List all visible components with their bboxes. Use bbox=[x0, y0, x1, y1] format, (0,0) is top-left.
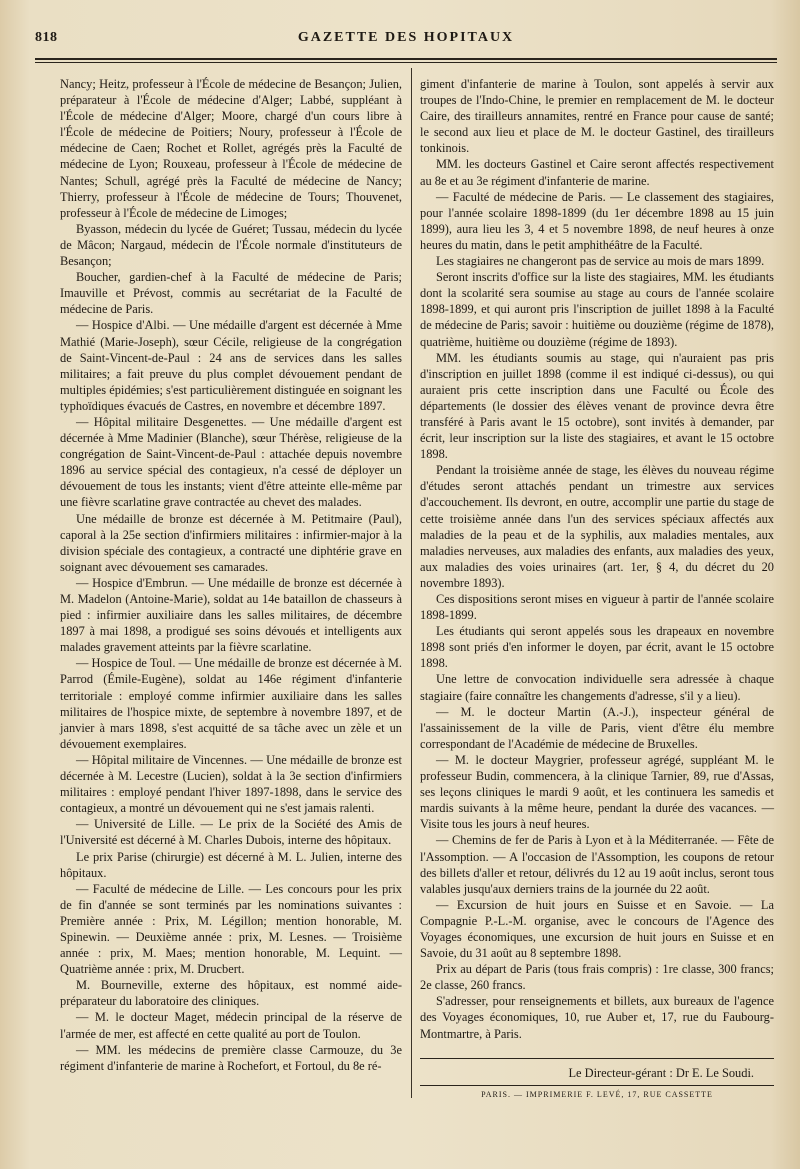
paragraph: Ces dispositions seront mises en vigueur à partir de l'année scolaire 1898-1899. bbox=[420, 592, 774, 623]
header-rule bbox=[35, 58, 777, 60]
paragraph: Boucher, gardien-chef à la Faculté de médecine de Paris; Imauville et Prévost, commis au secrétariat de la Faculté de médecine de Paris. bbox=[60, 270, 402, 317]
page-number: 818 bbox=[35, 30, 58, 45]
left-column bbox=[60, 76, 402, 1074]
paragraph: — MM. les médecins de première classe Carmouze, du 3e régiment d'infanterie de marine à Rochefort, et Fortoul, du 8e ré- bbox=[60, 1042, 402, 1073]
paragraph: Byasson, médecin du lycée de Guéret; Tussau, médecin du lycée de Mâcon; Nargaud, médecin de l'École normale d'instituteurs de Besançon; bbox=[60, 221, 402, 269]
page-header bbox=[35, 30, 777, 56]
right-column bbox=[420, 76, 774, 1042]
paragraph: Nancy; Heitz, professeur à l'École de médecine de Besançon; Julien, préparateur à l'École de médecine d'Alger; Labbé, suppléant à l'École de médecine d'Alger; Moore, chargé d'un cours libre à l'École de médecine de Poitiers; Noury, professeur à l'École de médecine de Caen; Rochet et Rollet, agrégés près la Faculté de médecine de Lyon; Rouxeau, professeur à l'École de médecine de Nantes; Schull, agrégé près la Faculté de médecine de Nancy; Thierry, professeur à l'École de médecine de Tours; Thouvenet, professeur à l'École de médecine de Limoges; bbox=[60, 77, 402, 220]
paragraph: Les stagiaires ne changeront pas de service au mois de mars 1899. bbox=[436, 254, 765, 269]
paragraph: — Hôpital militaire de Vincennes. — Une médaille de bronze est décernée à M. Lecestre (Lucien), soldat à la 3e section d'infirmiers militaires : employé pendant l'hiver 1897-1898, dans le service des contagieux, a montré un dévouement qui ne s'est jamais ralenti. bbox=[60, 752, 402, 816]
paragraph: — Faculté de médecine de Paris. — Le classement des stagiaires, pour l'année scolaire 1898-1899 (du 1er décembre 1898 au 15 juin 1899), aura lieu les 3, 4 et 5 novembre 1898, de neuf heures à onze heures du matin, dans le petit amphithéâtre de la Faculté. bbox=[420, 189, 774, 252]
paragraph: — Excursion de huit jours en Suisse et en Savoie. — La Compagnie P.-L.-M. organise, avec le concours de l'Agence des Voyages économiques, une excursion de huit jours en Suisse et en Savoie, du 31 août au 8 septembre 1898. bbox=[420, 897, 774, 961]
paragraph: — M. le docteur Martin (A.-J.), inspecteur général de l'assainissement de la ville de Paris, vient d'être élu membre correspondant de l'Académie de médecine de Bruxelles. bbox=[420, 704, 774, 751]
header-rule-thin bbox=[35, 62, 777, 63]
paragraph: — Faculté de médecine de Lille. — Les concours pour les prix de fin d'année se sont terminés par les nominations suivantes : Première année : Prix, M. Légillon; mention honorable, M. Spinewin. — Deuxième année : prix, M. Lesnes. — Troisième année : prix, M. Maes; mention honorable, M. Lequint. — Quatrième année : prix, M. Drucbert. bbox=[60, 881, 402, 977]
paragraph: — Chemins de fer de Paris à Lyon et à la Méditerranée. — Fête de l'Assomption. — A l'occasion de l'Assomption, les coupons de retour des billets d'aller et retour, délivrés du 12 au 19 août inclus, seront tous valables jusqu'aux derniers trains de la journée du 22 août. bbox=[420, 833, 774, 896]
paragraph: Seront inscrits d'office sur la liste des stagiaires, MM. les étudiants dont la scolarité sera soumise au stage au cours de l'année scolaire 1898-1899, et qui auront pris l'inscription de juillet 1898 à la Faculté de médecine de Paris; savoir : huitième ou douzième (régime de 1878), quatrième, huitième ou douzième (régime de 1893). bbox=[420, 270, 774, 349]
signature-rule bbox=[420, 1058, 774, 1059]
journal-title: GAZETTE DES HOPITAUX bbox=[297, 30, 515, 45]
paragraph: MM. les étudiants soumis au stage, qui n'auraient pas pris d'inscription en juillet 1898 (comme il est indiqué ci-dessus), ou qui auraient pris cette inscription dans une Faculté ou École des départements (le dossier des élèves venant de province devra être transféré à Paris avant le 15 octobre), sont invités à demander, par écrit, leur inscription sur la liste des stagiaires, et avant le 15 octobre 1898. bbox=[420, 350, 774, 462]
paragraph: Prix au départ de Paris (tous frais compris) : 1re classe, 300 francs; 2e classe, 260 francs. bbox=[420, 962, 774, 993]
paragraph: — Hospice d'Albi. — Une médaille d'argent est décernée à Mme Mathié (Marie-Joseph), sœur Cécile, religieuse de la congrégation de Saint-Vincent-de-Paul : 24 ans de services dans les salles militaires; a fait preuve du plus complet dévouement pendant de multiples épidémies; s'est particulièrement distinguée en soignant les typhoïdiques évacués de Castres, en novembre et décembre 1897. bbox=[60, 318, 402, 413]
paragraph: — M. le docteur Maygrier, professeur agrégé, suppléant M. le professeur Budin, commencera, à la clinique Tarnier, 89, rue d'Assas, ses leçons cliniques le mardi 9 août, et les continuera les samedis et mardis suivants à la même heure, pendant la durée des vacances. — Visite tous les jours à neuf heures. bbox=[420, 752, 774, 832]
paragraph: Pendant la troisième année de stage, les élèves du nouveau régime d'études seront attachés pendant un trimestre aux services d'accouchement. Ils devront, en outre, accomplir une partie du stage de cette troisième année dans l'un des services spéciaux affectés aux maladies de la peau et de la syphilis, aux maladies mentales, aux maladies nerveuses, aux maladies des enfants, aux maladies des yeux, aux maladies des voies urinaires (art. 1er, § 4, du décret du 20 novembre 1893). bbox=[420, 463, 774, 590]
paragraph: Une lettre de convocation individuelle sera adressée à chaque stagiaire (faire connaître les changements d'adresse, s'il y a lieu). bbox=[420, 672, 774, 703]
paragraph: giment d'infanterie de marine à Toulon, sont appelés à servir aux troupes de l'Indo-Chine, le premier en remplacement de M. le docteur Caire, des tirailleurs annamites, rentré en France pour cause de santé; le second aux lieu et place de M. le docteur Gastinel, des tirailleurs tonkinois. bbox=[420, 77, 774, 156]
paragraph: — Hospice d'Embrun. — Une médaille de bronze est décernée à M. Madelon (Antoine-Marie), soldat au 14e bataillon de chasseurs à pied : infirmier auxiliaire dans les salles militaires, de décembre 1897 à mai 1898, a prodigué ses soins dévoués et intelligents aux malades gravement atteints par la fièvre scarlatine. bbox=[60, 575, 402, 655]
paragraph: — Université de Lille. — Le prix de la Société des Amis de l'Université est décerné à M. Charles Dubois, interne des hôpitaux. bbox=[60, 817, 402, 848]
paragraph: MM. les docteurs Gastinel et Caire seront affectés respectivement au 8e et au 3e régiment d'infanterie de marine. bbox=[420, 157, 774, 188]
printer-imprint: PARIS. — IMPRIMERIE F. LEVÉ, 17, RUE CASSETTE bbox=[481, 1090, 713, 1099]
paragraph: — Hospice de Toul. — Une médaille de bronze est décernée à M. Parrod (Émile-Eugène), soldat au 146e régiment d'infanterie territoriale : employé comme infirmier auxiliaire dans les salles militaires de l'hospice mixte, de septembre à novembre 1897, et de janvier à mars 1898, s'est acquitté de sa tâche avec un zèle et un dévouement exemplaires. bbox=[60, 656, 402, 751]
paragraph: Le prix Parise (chirurgie) est décerné à M. L. Julien, interne des hôpitaux. bbox=[60, 849, 402, 880]
column-divider bbox=[411, 68, 412, 1098]
paragraph: — M. le docteur Maget, médecin principal de la réserve de l'armée de mer, est affecté en cette qualité au port de Toulon. bbox=[60, 1010, 402, 1041]
paragraph: Les étudiants qui seront appelés sous les drapeaux en novembre 1898 sont priés d'en informer le doyen, par écrit, avant le 15 octobre 1898. bbox=[420, 624, 774, 671]
paragraph: — Hôpital militaire Desgenettes. — Une médaille d'argent est décernée à Mme Madinier (Blanche), sœur Thérèse, religieuse de la congrégation de Saint-Vincent-de-Paul : attachée depuis novembre 1896 au service spécial des contagieux, n'a cessé de déployer un dévouement de tous les instants; vient d'être atteinte elle-même par une fièvre scarlatine grave contractée au chevet des malades. bbox=[60, 414, 402, 510]
paragraph: S'adresser, pour renseignements et billets, aux bureaux de l'agence des Voyages économiques, 10, rue Auber et, 17, rue du Faubourg-Montmartre, à Paris. bbox=[420, 994, 774, 1041]
director-signature: Le Directeur-gérant : Dr E. Le Soudi. bbox=[568, 1066, 754, 1080]
paragraph: M. Bourneville, externe des hôpitaux, est nommé aide-préparateur du laboratoire des cliniques. bbox=[60, 978, 402, 1009]
imprint-rule bbox=[420, 1085, 774, 1086]
paragraph: Une médaille de bronze est décernée à M. Petitmaire (Paul), caporal à la 25e section d'infirmiers militaires : infirmier-major à la division spéciale des contagieux, a contracté une diphtérie grave en soignant avec dévouement ses camarades. bbox=[60, 511, 402, 574]
